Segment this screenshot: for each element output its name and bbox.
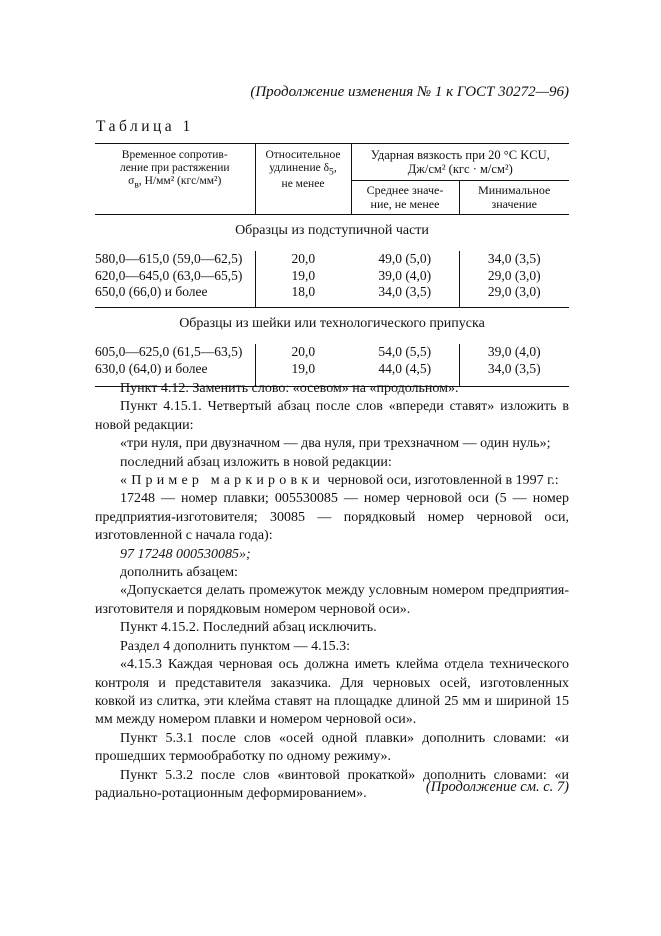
amendment-text: [95, 380, 569, 803]
paragraph: «Пример маркировки черновой оси, изготовленной в 1997 г.:: [120, 473, 559, 489]
header-average-value: Среднее значе- ние, не менее: [351, 180, 459, 215]
paragraph: «Допускается делать промежуток между условным номером предприятия-изготовителя и порядковым номером черновой оси».: [95, 583, 569, 617]
properties-table: [95, 143, 569, 387]
paragraph: последний абзац изложить в новой редакции:: [120, 454, 392, 470]
page-header: (Продолжение изменения № 1 к ГОСТ 30272—96): [250, 84, 569, 100]
table-row: 630,0 (64,0) и более 19,0 44,0 (4,5) 34,0 (3,5): [95, 361, 569, 387]
paragraph: Пункт 4.12. Заменить слово: «осевом» на «продольном».: [120, 381, 459, 396]
header-minimum-value: Минимальное значение: [478, 182, 551, 211]
paragraph: Пункт 5.3.2 после слов «винтовой прокаткой» дополнить словами: «и радиально-ротационным деформированием».: [95, 767, 569, 801]
table-row: 650,0 (66,0) и более 18,0 34,0 (3,5) 29,0 (3,0): [95, 284, 569, 307]
paragraph: Раздел 4 дополнить пунктом — 4.15.3:: [120, 638, 351, 654]
table-row: 605,0—625,0 (61,5—63,5) 20,0 54,0 (5,5) 39,0 (4,0): [95, 344, 541, 360]
table-row: 580,0—615,0 (59,0—62,5) 20,0 49,0 (5,0) 34,0 (3,5): [95, 251, 541, 267]
paragraph: Пункт 4.15.2. Последний абзац исключить.: [120, 620, 377, 636]
header-tensile-strength: Временное сопротив- ление при растяжении $\sigma_в$, Н/мм² (кгс/мм²): [95, 144, 255, 215]
paragraph: 17248 — номер плавки; 005530085 — номер черновой оси (5 — номер предприятия-изготовителя; 30085 — порядковый номер черновой оси, изготовленной с начала года):: [95, 491, 569, 544]
paragraph: дополнить абзацем:: [120, 565, 238, 581]
section-title-subhub: Образцы из подступичной части: [235, 223, 429, 239]
paragraph: Пункт 4.15.1. Четвертый абзац после слов «впереди ставят» изложить в новой редакции:: [95, 399, 569, 433]
header-elongation: Относительное удлинение $\delta_5$, не менее: [255, 144, 351, 215]
paragraph: «три нуля, при двузначном — два нуля, при трехзначном — один нуль»;: [120, 436, 551, 452]
page-footer: (Продолжение см. с. 7): [425, 779, 569, 795]
marking-example-label: «Пример маркировки: [120, 473, 324, 489]
marking-example-code: 97 17248 000530085»;: [120, 546, 251, 562]
header-impact-strength: Ударная вязкость при 20 °С KCU, Дж/см² (кгс · м/см²): [351, 144, 569, 181]
table-row: 620,0—645,0 (63,0—65,5) 19,0 39,0 (4,0) 29,0 (3,0): [95, 267, 541, 283]
paragraph: «4.15.3 Каждая черновая ось должна иметь клейма отдела технического контроля и представителя заказчика. Для черновых осей, изготовленных ковкой из слитка, эти клейма ставят на площадке длиной 25 мм и шириной 15 мм между номером плавки и номером черновой оси».: [95, 657, 569, 728]
table-title: Таблица 1: [96, 118, 194, 135]
section-title-journal: Образцы из шейки или технологического припуска: [95, 307, 569, 344]
paragraph: Пункт 5.3.1 после слов «осей одной плавки» дополнить словами: «и прошедших термообработку по одному режиму».: [95, 730, 569, 765]
